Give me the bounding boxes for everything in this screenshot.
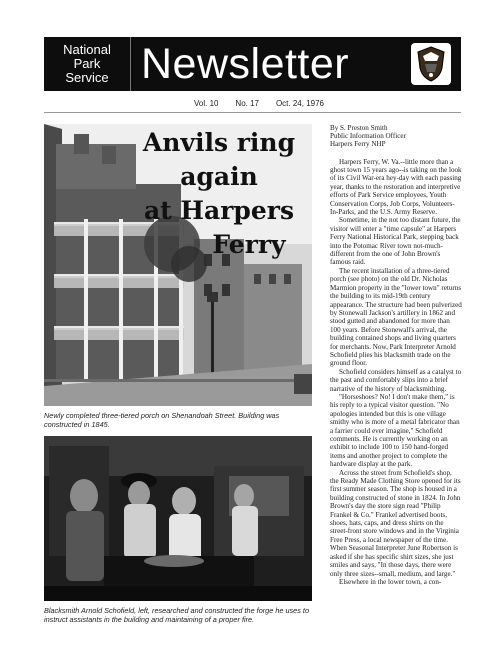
volume: Vol. 10 xyxy=(194,99,219,108)
article-paragraph: Across the street from Schofield's shop, the Ready Made Clothing Store opened for its first summer season. The shop is housed in a building constructed of stone in 1824. In John Brown's day the store sign read "Philip Frankel & Co." Frankel advertised boots, shoes, hats, caps, and dress shirts on the street-front store windows and in the Virginia Free Press, a local newspaper of the time. When Seasonal Interpreter June Robertson is asked if she has specific shirt sizes, she just smiles and says, "In those days, there were only three sizes--small, medium, and large." xyxy=(330,468,461,578)
headline-line-2: at Harpers xyxy=(143,196,295,225)
masthead-banner xyxy=(44,37,461,91)
article-paragraph: Sometime, in the not too distant future, the visitor will enter a "time capsule" at Harpers Ferry National Historical Park, stepping back into the Potomac River town not-much-different from the one of John Brown's famous raid. xyxy=(330,216,461,267)
article-paragraph: Schofield considers himself as a catalyst to the past and comfortably slips into a brief narrative of the history of blacksmithing. xyxy=(330,367,462,393)
nps-arrowhead-icon xyxy=(411,43,451,85)
newsletter-title: Newsletter xyxy=(141,40,350,88)
org-line-1: National xyxy=(63,42,111,57)
issue-number: No. 17 xyxy=(235,99,259,108)
article-paragraph: "Horseshoes? No! I don't make them," is his reply to a typical visitor question. "No apologies intended but this is one village smithy who is more of a metal fabricator than a farrier could ever imagine," Schofield comments. He is currently working on an exhibit to include 100 to 150 hand-forged items and another project to complete the hardware display at the park. xyxy=(330,392,460,469)
nps-wordmark xyxy=(44,37,131,91)
byline-office: Harpers Ferry NHP xyxy=(330,140,386,149)
headline-line-3: Ferry xyxy=(212,230,286,259)
blacksmith-photo-caption: Blacksmith Arnold Schofield, left, researched and constructed the forge he uses to instruct assistants in the building and maintaining of a proper fire. xyxy=(44,606,309,624)
article-paragraph: Elsewhere in the lower town, a con- xyxy=(339,577,442,586)
article-column xyxy=(330,124,462,586)
issue-date: Oct. 24, 1976 xyxy=(275,99,324,108)
org-line-2: Park xyxy=(73,56,101,71)
blacksmith-photo xyxy=(44,436,312,601)
org-line-3: Service xyxy=(65,70,109,85)
byline xyxy=(330,124,462,149)
article-paragraph: Harpers Ferry, W. Va.--little more than a ghost town 15 years ago--is taking on the look of its Civil War-era hey-day with each passing year, thanks to the restoration and interpretive efforts of Park Service employees, Youth Conservation Corps, Job Corps, Volunteers-In-Parks, and the U.S. Army Reserve. xyxy=(330,157,462,217)
porch-photo-caption: Newly completed three-tiered porch on Shenandoah Street. Building was constructed in 1845. xyxy=(44,411,280,429)
byline-author: By S. Preston Smith xyxy=(330,124,388,132)
issue-info xyxy=(194,99,324,108)
article-paragraph: The recent installation of a three-tiered porch (see photo) on the old Dr. Nicholas Marmion property in the "lower town" returns the building to its mid-19th century appearance. The structure had been pulverized by Stonewall Jackson's artillery in 1862 and stood gutted and abandoned for more than 100 years. Before Stonewall's arrival, the building contained shops and living quarters for merchants. Now, Park Interpreter Arnold Schofield plies his blacksmith trade on the ground floor. xyxy=(330,266,462,368)
headline-line-1: Anvils ring again xyxy=(142,128,296,191)
article-headline xyxy=(130,126,308,262)
divider xyxy=(44,112,461,113)
byline-title: Public Information Officer xyxy=(330,132,406,141)
